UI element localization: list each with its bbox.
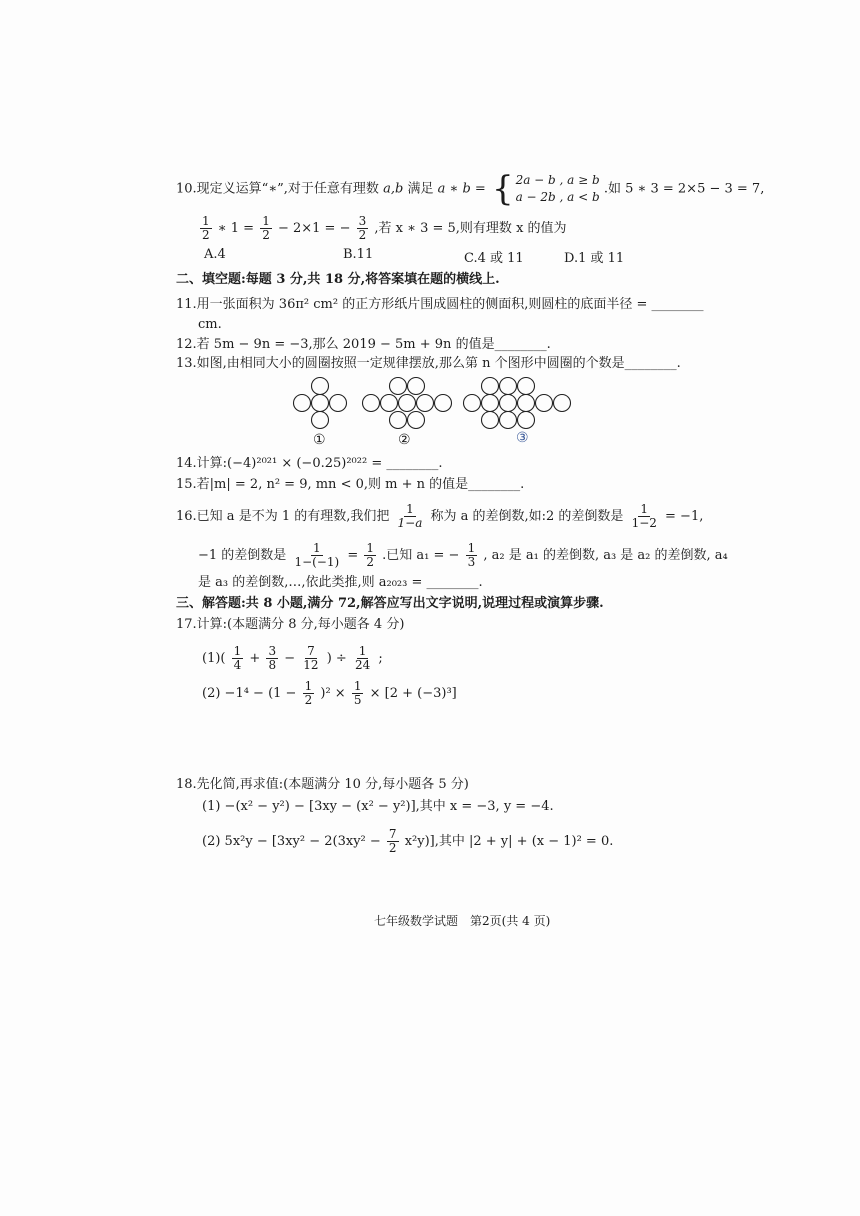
q11-line1: 11.用一张面积为 36π² cm² 的正方形纸片围成圆柱的侧面积,则圆柱的底面半径 = ________	[176, 297, 704, 312]
circle	[554, 395, 571, 412]
q10-line2: $\frac{1}{2}$ ∗ 1 = $\frac{1}{2}$ − 2×1 = − $\frac{3}{2}$ ,若 x ∗ 3 = 5,则有理数 x 的值为	[202, 214, 567, 242]
q10-line1: 10.现定义运算“∗”,对于任意有理数 a,b 满足 a ∗ b = { 2a − b , a ≥ b a − 2b , a < b .如 5 ∗ 3 = 2×5 − 3 = 7,	[176, 169, 765, 209]
q16-line1: 16.已知 a 是不为 1 的有理数,我们把 $\frac{1}{1-a}$ 称为 a 的差倒数,如:2 的差倒数是 $\frac{1}{1-2}$ = −1,	[176, 502, 704, 530]
q18-part2: (2) 5x²y − [3xy² − 2(3xy² − $\frac{7}{2}$ x²y)],其中 |2 + y| + (x − 1)² = 0.	[202, 827, 614, 855]
circle	[482, 412, 499, 429]
piecewise-definition	[490, 169, 600, 209]
q16-line2: −1 的差倒数是 $\frac{1}{1-(-1)}$ = $\frac{1}{2}$ .已知 a₁ = − $\frac{1}{3}$ , a₂ 是 a₁ 的差倒数, a₃ 是 a₂ 的差倒数, a₄	[198, 541, 728, 569]
circle	[390, 378, 407, 395]
circle	[500, 378, 517, 395]
fraction: $\frac{1}{3}$	[467, 541, 476, 569]
circle	[417, 395, 434, 412]
pattern-3	[464, 378, 571, 429]
fraction: $\frac{7}{12}$	[303, 644, 319, 672]
circle	[464, 395, 481, 412]
circle	[330, 395, 347, 412]
q17-title: 17.计算:(本题满分 8 分,每小题各 4 分)	[176, 617, 405, 632]
q16-line3: 是 a₃ 的差倒数,…,依此类推,则 a₂₀₂₃ = ________.	[198, 575, 483, 590]
circle	[399, 395, 416, 412]
fraction: $\frac{1}{2}$	[262, 214, 270, 242]
circle	[500, 412, 517, 429]
fraction: $\frac{1}{1-a}$	[397, 502, 423, 530]
fraction: $\frac{7}{2}$	[388, 827, 397, 855]
fraction: $\frac{3}{8}$	[268, 644, 277, 672]
left-brace: {	[491, 169, 514, 209]
pattern-2	[363, 378, 452, 429]
circle	[482, 395, 499, 412]
section-heading-answer: 三、解答题:共 8 小题,满分 72,解答应写出文字说明,说理过程或演算步骤.	[176, 596, 604, 611]
fraction: $\frac{1}{2}$	[304, 679, 313, 707]
option-c: C.4 或 11	[464, 251, 524, 266]
circle	[518, 395, 535, 412]
figure-label-2: ②	[398, 432, 411, 448]
circle-pattern-figure	[280, 374, 860, 444]
fraction: $\frac{1}{4}$	[233, 644, 242, 672]
circle	[312, 395, 329, 412]
fraction: $\frac{1}{24}$	[354, 644, 371, 672]
circle	[482, 378, 499, 395]
option-b: B.11	[343, 247, 374, 262]
page-footer: 七年级数学试题 第2页(共 4 页)	[374, 914, 551, 928]
figure-label-1: ①	[313, 432, 326, 448]
circle	[294, 395, 311, 412]
q18-title: 18.先化简,再求值:(本题满分 10 分,每小题各 5 分)	[176, 777, 469, 792]
q12: 12.若 5m − 9n = −3,那么 2019 − 5m + 9n 的值是________.	[176, 337, 551, 352]
option-a: A.4	[204, 247, 226, 262]
case-2: a − 2b , a < b	[515, 190, 600, 204]
circle	[500, 395, 517, 412]
q17-part1: (1)( $\frac{1}{4}$ + $\frac{3}{8}$ − $\frac{7}{12}$ ) ÷ $\frac{1}{24}$ ;	[202, 644, 383, 672]
fraction: $\frac{1}{2}$	[202, 214, 210, 242]
fraction: $\frac{1}{2}$	[366, 541, 375, 569]
q15: 15.若|m| = 2, n² = 9, mn < 0,则 m + n 的值是________.	[176, 477, 525, 492]
circle	[312, 412, 329, 429]
q14: 14.计算:(−4)²⁰²¹ × (−0.25)²⁰²² = ________.	[176, 456, 443, 471]
circle	[536, 395, 553, 412]
circle	[435, 395, 452, 412]
q11-line2: cm.	[198, 317, 222, 332]
circle	[381, 395, 398, 412]
q17-part2: (2) −1⁴ − (1 − $\frac{1}{2}$ )² × $\frac{1}{5}$ × [2 + (−3)³]	[202, 679, 457, 707]
circle	[390, 412, 407, 429]
circle	[312, 378, 329, 395]
case-1: 2a − b , a ≥ b	[515, 173, 600, 187]
circle	[363, 395, 380, 412]
fraction: $\frac{1}{1-(-1)}$	[294, 541, 340, 569]
q13: 13.如图,由相同大小的圆圈按照一定规律摆放,那么第 n 个图形中圆圈的个数是________.	[176, 356, 681, 371]
section-heading-fill-in: 二、填空题:每题 3 分,共 18 分,将答案填在题的横线上.	[176, 272, 500, 287]
pattern-1	[294, 378, 347, 429]
option-d: D.1 或 11	[564, 251, 625, 266]
q18-part1: (1) −(x² − y²) − [3xy − (x² − y²)],其中 x = −3, y = −4.	[202, 799, 554, 814]
circle	[518, 378, 535, 395]
fraction: $\frac{1}{1-2}$	[631, 502, 657, 530]
circle	[408, 412, 425, 429]
fraction: $\frac{3}{2}$	[358, 214, 367, 242]
figure-label-3: ③	[516, 430, 529, 446]
circle	[518, 412, 535, 429]
circle	[408, 378, 425, 395]
fraction: $\frac{1}{5}$	[353, 679, 362, 707]
